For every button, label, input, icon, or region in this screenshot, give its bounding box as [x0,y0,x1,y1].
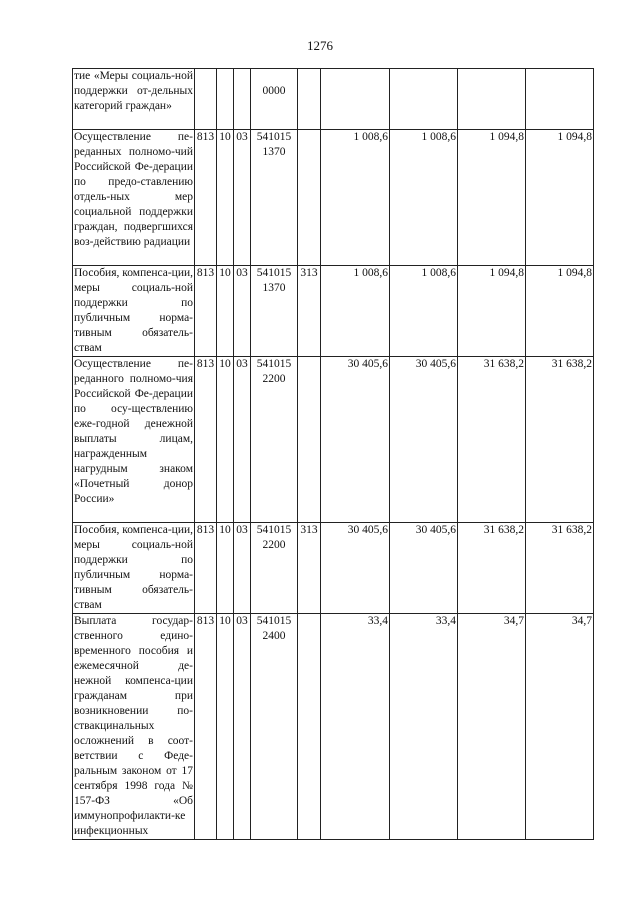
row-name: Пособия, компенса-ции, меры социаль-ной поддержки по публичным норма-тивным обязатель-ствам [73,523,195,614]
subsection-code [234,69,251,130]
table-row [73,357,594,523]
target-article-code-line2: 1370 [262,146,286,158]
table-row [73,523,594,614]
amount-col-3: 1 094,8 [458,266,526,357]
target-article-code-line1: 541015 [256,615,292,627]
amount-col-2: 1 008,6 [390,266,458,357]
expense-type-code: 313 [298,523,321,614]
table-row [73,266,594,357]
row-name: Осуществление пе-реданных полномо-чий Российской Фе-дерации по предо-ставлению отдель-ных мер социальной поддержки граждан, подвергшихся воз-действию радиации [73,130,195,266]
page-number: 1276 [307,38,333,53]
target-article-code-line2: 0000 [262,85,286,97]
amount-col-1: 33,4 [321,614,390,840]
amount-col-4 [526,69,594,130]
expense-type-code [298,69,321,130]
subsection-code: 03 [234,130,251,266]
row-name: Осуществление пе-реданного полномо-чия Российской Фе-дерации по осу-ществлению еже-годной денежной выплаты лицам, награжденным нагрудным знаком «Почетный донор России» [73,357,195,523]
amount-col-3: 34,7 [458,614,526,840]
ministry-code [195,69,217,130]
ministry-code: 813 [195,523,217,614]
amount-col-4: 31 638,2 [526,523,594,614]
budget-table-body [73,69,594,840]
amount-col-3: 31 638,2 [458,523,526,614]
amount-col-1: 1 008,6 [321,130,390,266]
amount-col-1: 30 405,6 [321,357,390,523]
section-code: 10 [217,614,234,840]
budget-table [72,68,594,840]
subsection-code: 03 [234,523,251,614]
ministry-code: 813 [195,614,217,840]
amount-col-3: 1 094,8 [458,130,526,266]
target-article-code-line2: 2400 [262,630,286,642]
ministry-code: 813 [195,130,217,266]
row-name: Выплата государ-ственного едино-временного пособия и ежемесячной де-нежной компенса-ции гражданам при возникновении по-ствакцинальных осложнений в соот-ветствии с Феде-ральным законом от 17 сентября 1998 года № 157-ФЗ «Об иммунопрофилакти-ке инфекционных [73,614,195,840]
amount-col-3 [458,69,526,130]
amount-col-1 [321,69,390,130]
subsection-code: 03 [234,614,251,840]
target-article-code-line1: 541015 [256,131,292,143]
amount-col-1: 1 008,6 [321,266,390,357]
row-name: Пособия, компенса-ции, меры социаль-ной поддержки по публичным норма-тивным обязатель-ствам [73,266,195,357]
target-article-code-line1: 541015 [256,267,292,279]
target-article-code [251,266,298,357]
table-row [73,69,594,130]
target-article-code [251,523,298,614]
target-article-code-line1: 541015 [256,358,292,370]
target-article-code [251,614,298,840]
ministry-code: 813 [195,357,217,523]
target-article-code-line2: 2200 [262,539,286,551]
section-code [217,69,234,130]
ministry-code: 813 [195,266,217,357]
amount-col-1: 30 405,6 [321,523,390,614]
subsection-code: 03 [234,266,251,357]
amount-col-2: 1 008,6 [390,130,458,266]
amount-col-2 [390,69,458,130]
expense-type-code: 313 [298,266,321,357]
section-code: 10 [217,523,234,614]
amount-col-2: 30 405,6 [390,523,458,614]
target-article-code-line2: 1370 [262,282,286,294]
amount-col-3: 31 638,2 [458,357,526,523]
row-name: тие «Меры социаль-ной поддержки от-дельных категорий граждан» [73,69,195,130]
subsection-code: 03 [234,357,251,523]
amount-col-4: 34,7 [526,614,594,840]
target-article-code [251,357,298,523]
table-row [73,614,594,840]
target-article-code-line2: 2200 [262,373,286,385]
expense-type-code [298,357,321,523]
amount-col-2: 33,4 [390,614,458,840]
amount-col-4: 1 094,8 [526,130,594,266]
table-row [73,130,594,266]
amount-col-2: 30 405,6 [390,357,458,523]
section-code: 10 [217,130,234,266]
amount-col-4: 31 638,2 [526,357,594,523]
expense-type-code [298,130,321,266]
target-article-code [251,130,298,266]
target-article-code-line1: 541015 [256,524,292,536]
amount-col-4: 1 094,8 [526,266,594,357]
section-code: 10 [217,266,234,357]
section-code: 10 [217,357,234,523]
expense-type-code [298,614,321,840]
target-article-code [251,69,298,130]
